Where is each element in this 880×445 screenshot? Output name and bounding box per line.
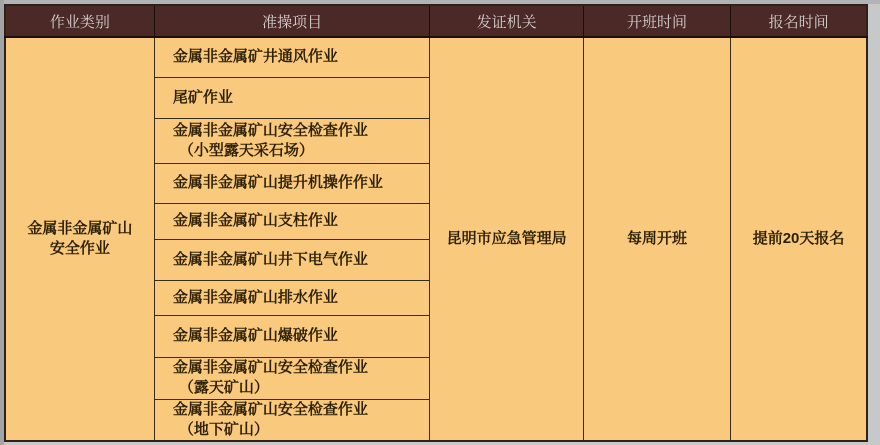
project-text: 金属非金属矿山安全检查作业 xyxy=(172,121,368,139)
project-text-line2: （地下矿山） xyxy=(178,420,269,438)
project-cell-10 xyxy=(154,399,430,441)
header-class-time: 开班时间 xyxy=(583,5,730,37)
project-text: 金属非金属矿山提升机操作作业 xyxy=(172,174,383,191)
project-text: 金属非金属矿山支柱作业 xyxy=(172,212,338,229)
project-cell-3 xyxy=(154,118,430,163)
header-job-category: 作业类别 xyxy=(5,5,154,37)
project-text-line2: （露天矿山） xyxy=(178,379,269,396)
job-category-line-2: 安全作业 xyxy=(49,239,110,257)
class-time-cell: 每周开班 xyxy=(583,37,730,441)
project-row-1 xyxy=(5,37,867,77)
project-text: 金属非金属矿山排水作业 xyxy=(172,288,338,306)
registration-time-cell: 提前20天报名 xyxy=(731,37,867,441)
header-permitted-items: 准操项目 xyxy=(154,5,430,37)
project-text: 金属非金属矿山爆破作业 xyxy=(172,327,338,344)
project-cell-5 xyxy=(154,203,430,239)
project-cell-2 xyxy=(154,77,430,118)
job-category-line-1: 金属非金属矿山 xyxy=(27,219,133,237)
training-schedule-table xyxy=(4,4,868,442)
project-text: 尾矿作业 xyxy=(172,88,233,106)
project-cell-9 xyxy=(154,357,430,399)
project-cell-7 xyxy=(154,280,430,315)
header-registration-time: 报名时间 xyxy=(731,5,867,37)
project-cell-6 xyxy=(154,239,430,280)
project-text: 金属非金属矿山井下电气作业 xyxy=(172,250,368,268)
project-text: 金属非金属矿井通风作业 xyxy=(172,48,338,66)
header-row xyxy=(5,5,867,37)
project-text: 金属非金属矿山安全检查作业 xyxy=(172,359,368,376)
project-cell-4 xyxy=(154,163,430,203)
project-text-line2: （小型露天采石场） xyxy=(178,141,314,159)
job-category-cell xyxy=(5,37,154,441)
header-issuing-authority: 发证机关 xyxy=(430,5,583,37)
project-cell-8 xyxy=(154,315,430,357)
project-cell-1 xyxy=(154,37,430,77)
project-text: 金属非金属矿山安全检查作业 xyxy=(172,400,368,418)
issuing-authority-cell: 昆明市应急管理局 xyxy=(430,37,583,441)
